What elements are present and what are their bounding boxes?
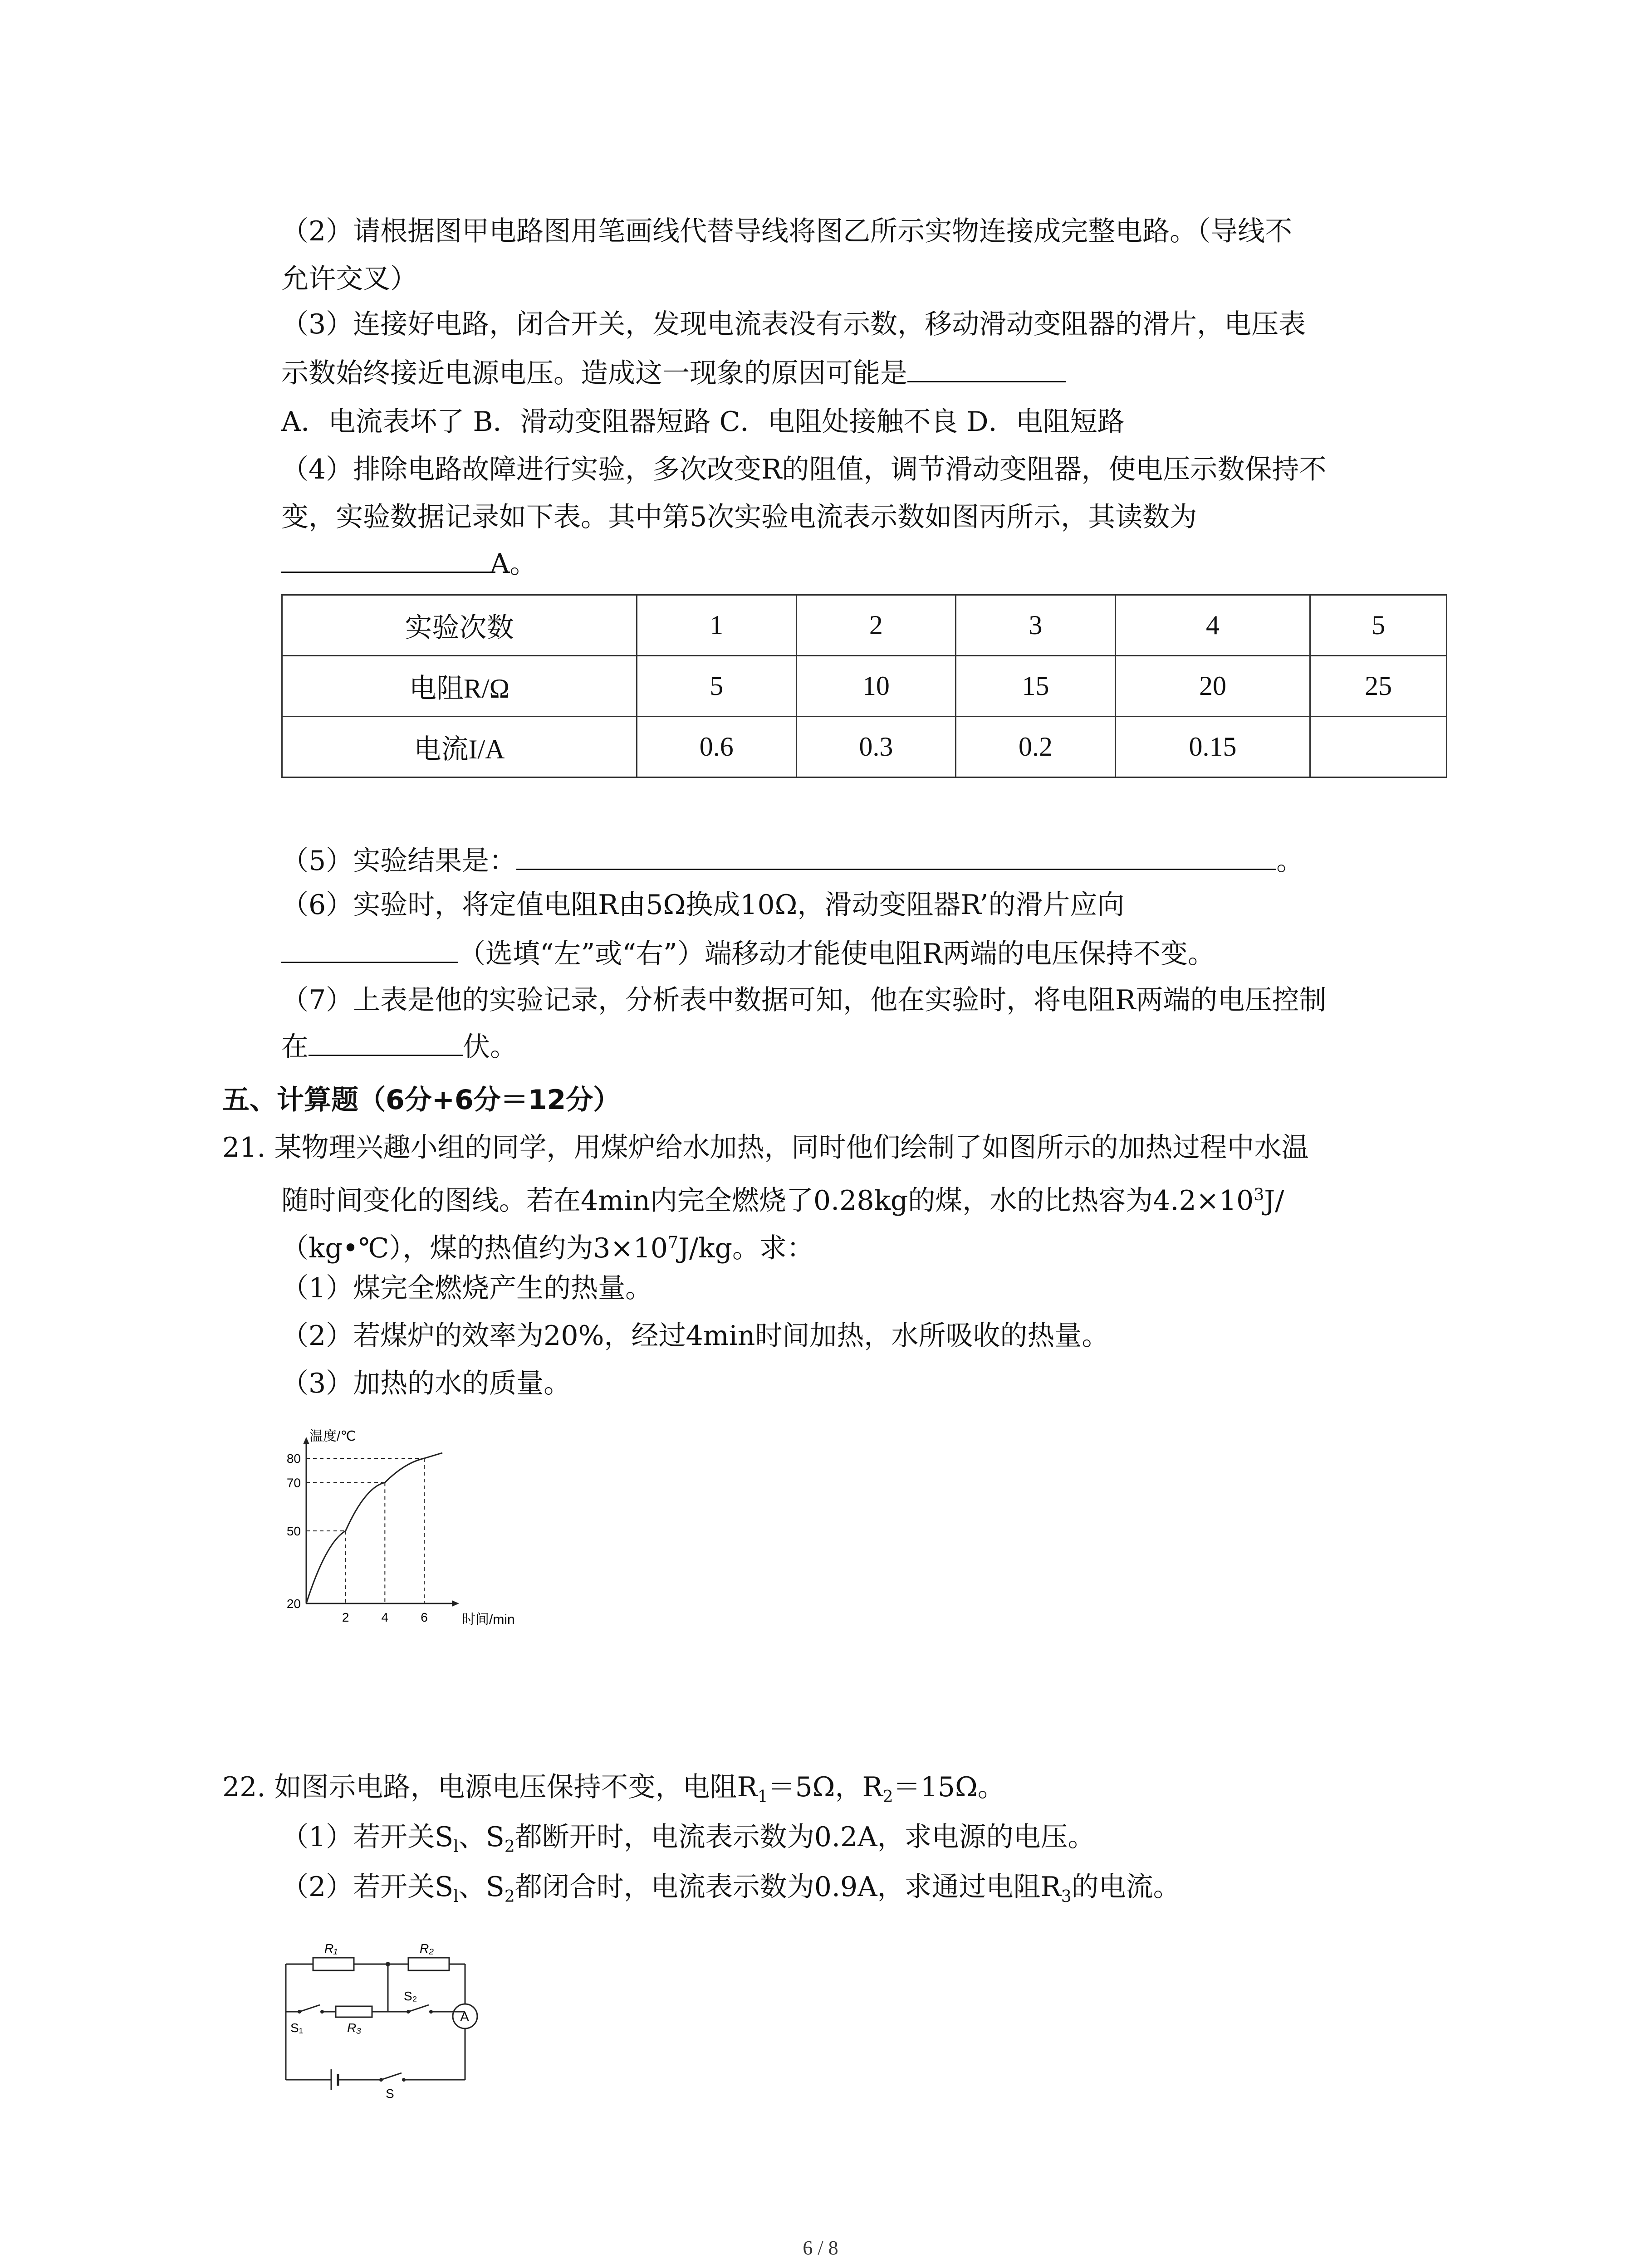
y-tick-label: 80 (286, 1452, 301, 1466)
q20-part4-line2: 变，实验数据记录如下表。其中第5次实验电流表示数如图丙所示，其读数为 (281, 501, 1197, 533)
table-row (282, 656, 1447, 717)
q20-part5-end: 。 (1276, 845, 1304, 877)
q21-sub1: （1）煤完全燃烧产生的热量。 (281, 1272, 653, 1304)
subscript: 2 (882, 1788, 893, 1806)
table-cell: 0.2 (956, 717, 1116, 777)
table-cell: 10 (796, 656, 956, 717)
section-title: 五、计算题（6分+6分＝12分） (222, 1084, 621, 1116)
table-cell: 电流I/A (282, 717, 637, 777)
experiment-table (281, 594, 1447, 778)
y-tick-label: 20 (286, 1597, 301, 1611)
q20-part2-line2: 允许交叉） (281, 263, 417, 295)
q20-part7-text: 在 (281, 1031, 309, 1063)
q22-text: 都闭合时，电流表示数为0.9A，求通过电阻R (514, 1871, 1061, 1903)
resistor-r1 (313, 1958, 354, 1970)
q20-part4-line3 (281, 544, 537, 582)
subscript: l (453, 1838, 459, 1856)
table-cell: 0.15 (1115, 717, 1310, 777)
label-r2: R₂ (420, 1941, 434, 1955)
temperature-time-graph (268, 1424, 549, 1642)
answer-blank[interactable] (309, 1027, 463, 1056)
x-tick-label: 4 (381, 1610, 389, 1624)
x-tick-label: 6 (421, 1610, 428, 1624)
label-s2: S₂ (404, 1989, 417, 2003)
table-cell: 1 (637, 595, 796, 656)
q20-part3-line1: （3）连接好电路，闭合开关，发现电流表没有示数，移动滑动变阻器的滑片，电压表 (281, 308, 1306, 340)
y-axis-label: 温度/℃ (309, 1429, 356, 1444)
table-cell: 4 (1115, 595, 1310, 656)
x-tick-label: 2 (342, 1610, 349, 1624)
table-cell: 15 (956, 656, 1116, 717)
q21-text: 随时间变化的图线。若在4min内完全燃烧了0.28kg的煤，水的比热容为4.2×10 (281, 1185, 1254, 1217)
y-tick-label: 50 (286, 1524, 301, 1538)
table-cell: 5 (637, 656, 796, 717)
y-tick-label: 70 (286, 1476, 301, 1490)
switch-s1 (299, 2005, 320, 2012)
q21-text: J/ (1264, 1185, 1284, 1217)
q20-part4-line1: （4）排除电路故障进行实验，多次改变R的阻值，调节滑动变阻器，使电压示数保持不 (281, 454, 1327, 485)
q20-part7-line2 (281, 1027, 517, 1065)
q21-sub3: （3）加热的水的质量。 (281, 1368, 571, 1399)
q22-text: 如图示电路，电源电压保持不变，电阻R (274, 1771, 758, 1803)
table-cell: 20 (1115, 656, 1310, 717)
q22-line1 (222, 1769, 1005, 1815)
q22-sub1 (281, 1819, 1095, 1865)
q20-part3-line2 (281, 354, 1066, 391)
table-cell: 0.6 (637, 717, 796, 777)
table-row (282, 717, 1447, 777)
circuit-diagram (272, 1928, 526, 2100)
q21-text: J/kg。求： (678, 1232, 814, 1264)
table-cell: 25 (1310, 656, 1447, 717)
superscript: 3 (1254, 1186, 1264, 1204)
label-s1: S₁ (290, 2021, 304, 2035)
q21-text: 某物理兴趣小组的同学，用煤炉给水加热，同时他们绘制了如图所示的加热过程中水温 (274, 1132, 1309, 1163)
resistor-r2 (408, 1958, 449, 1970)
table-cell: 实验次数 (282, 595, 637, 656)
q21-text: （kg•℃），煤的热值约为3×10 (281, 1232, 668, 1264)
switch-s (381, 2073, 402, 2080)
q22-text: ＝5Ω，R (768, 1771, 883, 1803)
q20-part7-line1: （7）上表是他的实验记录，分析表中数据可知，他在实验时，将电阻R两端的电压控制 (281, 984, 1327, 1016)
series-line (306, 1453, 442, 1603)
answer-blank[interactable] (907, 354, 1066, 382)
answer-blank[interactable] (281, 934, 458, 963)
label-s: S (386, 2087, 394, 2100)
q21-line2 (281, 1177, 1284, 1219)
q20-options: A．电流表坏了 B．滑动变阻器短路 C．电阻处接触不良 D．电阻短路 (281, 406, 1125, 438)
table-cell: 0.3 (796, 717, 956, 777)
q20-part5-text: （5）实验结果是： (281, 845, 517, 877)
q22-text: 的电流。 (1071, 1871, 1181, 1903)
q22-text: 都断开时，电流表示数为0.2A，求电源的电压。 (514, 1821, 1095, 1853)
q22-sub2 (281, 1869, 1181, 1915)
q21-sub2: （2）若煤炉的效率为20%，经过4min时间加热，水所吸收的热量。 (281, 1320, 1109, 1352)
subscript: 1 (757, 1788, 768, 1806)
answer-blank[interactable] (281, 544, 490, 573)
table-cell: 3 (956, 595, 1116, 656)
superscript: 7 (668, 1233, 678, 1252)
subscript: l (453, 1887, 459, 1906)
table-cell: 5 (1310, 595, 1447, 656)
answer-blank[interactable] (516, 841, 1276, 870)
q20-part2-line1: （2）请根据图甲电路图用笔画线代替导线将图乙所示实物连接成完整电路。（导线不 (281, 215, 1293, 247)
switch-s2 (408, 2005, 429, 2012)
q20-part3-text: 示数始终接近电源电压。造成这一现象的原因可能是 (281, 357, 907, 389)
table-row (282, 595, 1447, 656)
label-ammeter: A (460, 2009, 470, 2024)
q22-text: 、S (458, 1871, 505, 1903)
q22-text: （1）若开关S (281, 1821, 454, 1853)
q20-part6-text: （选填“左”或“右”）端移动才能使电阻R两端的电压保持不变。 (458, 938, 1215, 970)
q22-text: 、S (458, 1821, 505, 1853)
resistor-r3 (336, 2006, 372, 2017)
q20-part6-line1: （6）实验时，将定值电阻R由5Ω换成10Ω，滑动变阻器R’的滑片应向 (281, 889, 1125, 921)
q20-part4-unit: A。 (490, 548, 537, 580)
label-r1: R₁ (324, 1941, 338, 1955)
question-number: 22. (222, 1771, 266, 1803)
table-cell: 2 (796, 595, 956, 656)
q21-line3 (281, 1225, 814, 1266)
q20-part5 (281, 841, 1303, 879)
q20-part6-line2 (281, 934, 1215, 972)
subscript: 3 (1061, 1887, 1072, 1906)
table-cell[interactable] (1310, 717, 1447, 777)
label-r3: R₃ (347, 2021, 362, 2035)
q20-part7-end: 伏。 (463, 1031, 517, 1063)
q22-text: （2）若开关S (281, 1871, 454, 1903)
x-axis-label: 时间/min (462, 1612, 515, 1627)
subscript: 2 (504, 1887, 515, 1906)
table-cell: 电阻R/Ω (282, 656, 637, 717)
q22-text: ＝15Ω。 (893, 1771, 1005, 1803)
page-number: 6 / 8 (803, 2237, 838, 2259)
q21-line1 (222, 1129, 1309, 1166)
question-number: 21. (222, 1132, 266, 1163)
subscript: 2 (504, 1838, 515, 1856)
